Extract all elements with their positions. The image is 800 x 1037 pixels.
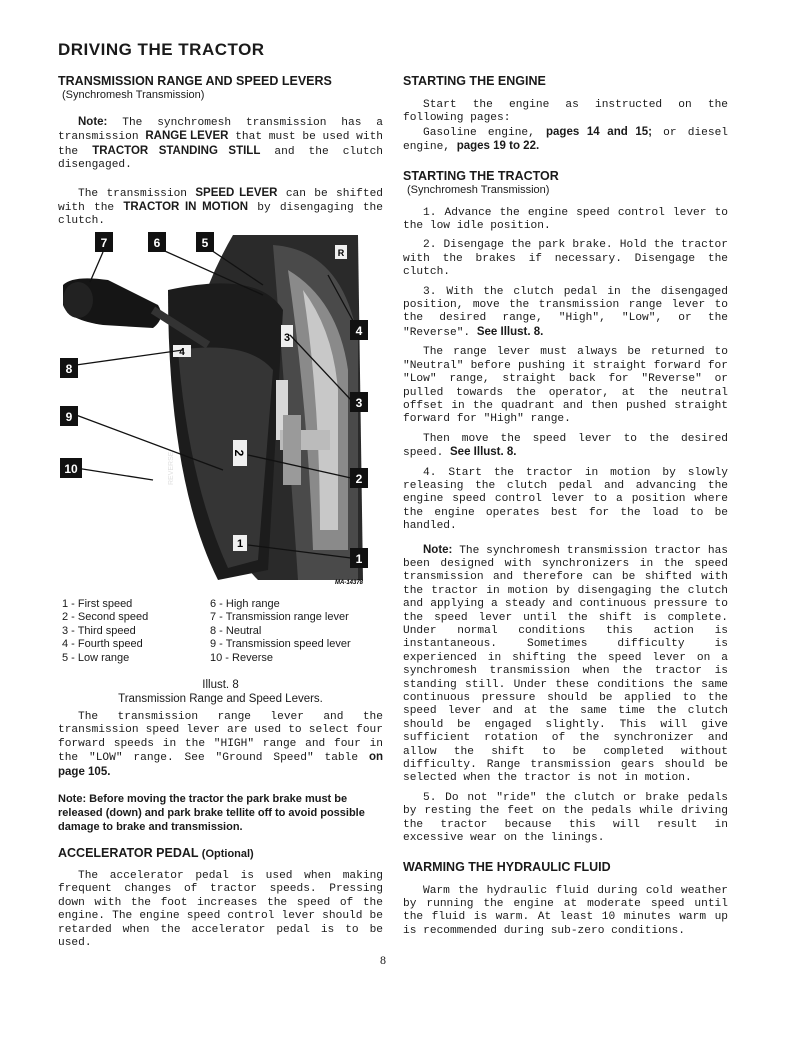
text: The synchromesh transmission tractor has been designed with synchronizers in the speed transmission and therefore can be shifted with the tractor in motion by disengaging the clutch and applying a steady and continuous pressure to the speed lever until the shift is complete. Under normal conditions this action is instantaneous. Sometimes difficulty is experienced in shifting the speed lever on a synchromesh transmission when the tractor is standing still. Under these conditions the same continuous pressure should be applied to the speed lever and at the same time the clutch should be engaged slightly. This will give sufficient rotation of the synchronizer and allow the shift to be completed without difficulty. Range transmission gears should be selected when the tractor is not in motion. — [403, 544, 729, 785]
page-reference: pages 14 and 15; — [546, 125, 652, 138]
left-lower-text — [58, 711, 383, 950]
reverse-marking: REVERSE — [168, 451, 175, 485]
callout-label: 2 — [355, 472, 363, 486]
legend-item: 7 - Transmission range lever — [210, 611, 349, 624]
illustration-reference: See Illust. 8. — [450, 446, 517, 459]
step: 2. Disengage the park brake. Hold the tractor with the brakes if necessary. Disengage the clutch. — [403, 239, 728, 279]
legend-left — [62, 598, 202, 665]
transmission-levers-photo — [58, 230, 368, 590]
note-label: Note: — [423, 543, 453, 556]
section-subheading: (Synchromesh Transmission) — [62, 89, 205, 101]
text: The transmission — [78, 187, 188, 200]
callout-label: 7 — [100, 236, 108, 250]
right-column — [403, 74, 728, 938]
text: or diesel engine, — [403, 126, 729, 154]
heading-text: ACCELERATOR PEDAL — [58, 846, 199, 861]
page-reference: pages 19 to 22. — [456, 140, 540, 153]
synchromesh-note — [403, 544, 728, 786]
text: The synchromesh transmission has a transmission — [58, 117, 383, 144]
section-heading: STARTING THE ENGINE — [403, 74, 546, 88]
page-reference: on page 105. — [58, 751, 383, 778]
legend-item: 2 - Second speed — [62, 611, 149, 624]
page-title: DRIVING THE TRACTOR — [58, 40, 265, 59]
quadrant-mark: 2 — [232, 449, 246, 457]
caption-number: Illust. 8 — [202, 679, 239, 691]
legend-right — [210, 598, 390, 665]
paragraph: Start the engine as instructed on the following pages: — [403, 99, 728, 125]
legend-item: 5 - Low range — [62, 651, 130, 664]
step: 5. Do not "ride" the clutch or brake pedals by resting the feet on the pedals while driving the tractor because this will result in excessive wear on the linings. — [403, 791, 728, 845]
section-transmission-levers — [58, 74, 383, 229]
legend-item: 4 - Fourth speed — [62, 638, 143, 651]
text: Gasoline engine, — [423, 126, 535, 139]
callout-label: 8 — [65, 362, 73, 376]
callout-label: 6 — [153, 236, 161, 250]
caption-title: Transmission Range and Speed Levers. — [118, 693, 323, 705]
emphasis: TRACTOR IN MOTION — [123, 201, 249, 214]
quadrant-mark: 1 — [236, 538, 244, 550]
paragraph: The accelerator pedal is used when making frequent changes of tractor speeds. Pressing down with the foot increases the speed of the engine. The engine speed control lever should be retarded when the accelerator pedal is to be used. — [58, 870, 383, 950]
paragraph — [403, 126, 728, 155]
legend-item: 10 - Reverse — [210, 651, 273, 664]
quadrant-mark: R — [337, 248, 345, 258]
emphasis: TRACTOR STANDING STILL — [92, 144, 261, 157]
step: 4. Start the tractor in motion by slowly releasing the clutch pedal and advancing the engine speed control lever to a position where the engine operates best for the load to be handled. — [403, 466, 728, 533]
legend-item: 9 - Transmission speed lever — [210, 638, 351, 651]
section-heading: TRANSMISSION RANGE AND SPEED LEVERS — [58, 74, 332, 88]
section-heading: WARMING THE HYDRAULIC FLUID — [403, 859, 611, 874]
figure-code: MA-14378 — [334, 580, 363, 586]
legend-item: 8 - Neutral — [210, 624, 262, 637]
paragraph: The range lever must always be returned to "Neutral" before pushing it straight forward for "Low" range, straight back for "Reverse" or pulled towards the operator, at the neutral offset in the quadrant and then pushed straight forward for "High" range. — [403, 346, 728, 426]
step — [403, 286, 728, 341]
text: by disengaging the clutch. — [58, 202, 383, 228]
brake-note: Note: Before moving the tractor the park brake must be released (down) and park brake tellite off to avoid possible damage to brake and transmission. — [58, 793, 365, 834]
callout-label: 10 — [64, 462, 78, 476]
text: and the clutch disengaged. — [58, 145, 384, 172]
emphasis: RANGE LEVER — [145, 130, 229, 143]
callout-label: 3 — [355, 396, 363, 410]
illustration-reference: See Illust. 8. — [476, 325, 544, 338]
text: can be shifted with the — [58, 187, 384, 215]
page-number: 8 — [380, 953, 386, 967]
section-heading: STARTING THE TRACTOR — [403, 168, 559, 183]
paragraph — [58, 711, 383, 780]
quadrant-mark: 4 — [179, 347, 185, 358]
paragraph — [403, 433, 728, 461]
quadrant-mark: 3 — [283, 332, 291, 344]
figure-caption — [58, 678, 383, 706]
heading-optional: (Optional) — [201, 848, 254, 861]
text: that must be used with the — [58, 131, 384, 158]
callout-label: 9 — [65, 410, 73, 424]
step: 1. Advance the engine speed control lever to the low idle position. — [403, 206, 728, 233]
legend-item: 1 - First speed — [62, 598, 133, 610]
legend-item: 3 - Third speed — [62, 624, 136, 637]
paragraph — [58, 116, 383, 173]
note-label: Note: — [78, 116, 108, 128]
callout-label: 1 — [355, 552, 363, 566]
text: The transmission range lever and the transmission speed lever are used to select four forward speeds in the "HIGH" range and four in the "LOW" range. See "Ground Speed" table — [58, 711, 383, 765]
text: Then move the speed lever to the desired speed. — [403, 432, 728, 460]
paragraph — [58, 187, 383, 229]
paragraph: Warm the hydraulic fluid during cold weather by running the engine at moderate speed until the fluid is warm. At least 10 minutes warm up is recommended during sub-zero conditions. — [403, 884, 728, 937]
text: 3. With the clutch pedal in the disengaged position, move the transmission range lever to the desired range, "High", "Low", or the "Reverse". — [403, 285, 728, 339]
section-heading — [58, 846, 383, 862]
legend-item: 6 - High range — [210, 598, 280, 610]
callout-label: 5 — [201, 236, 209, 250]
callout-label: 4 — [355, 324, 363, 338]
emphasis: SPEED LEVER — [195, 186, 278, 199]
section-subheading: (Synchromesh Transmission) — [407, 183, 550, 196]
